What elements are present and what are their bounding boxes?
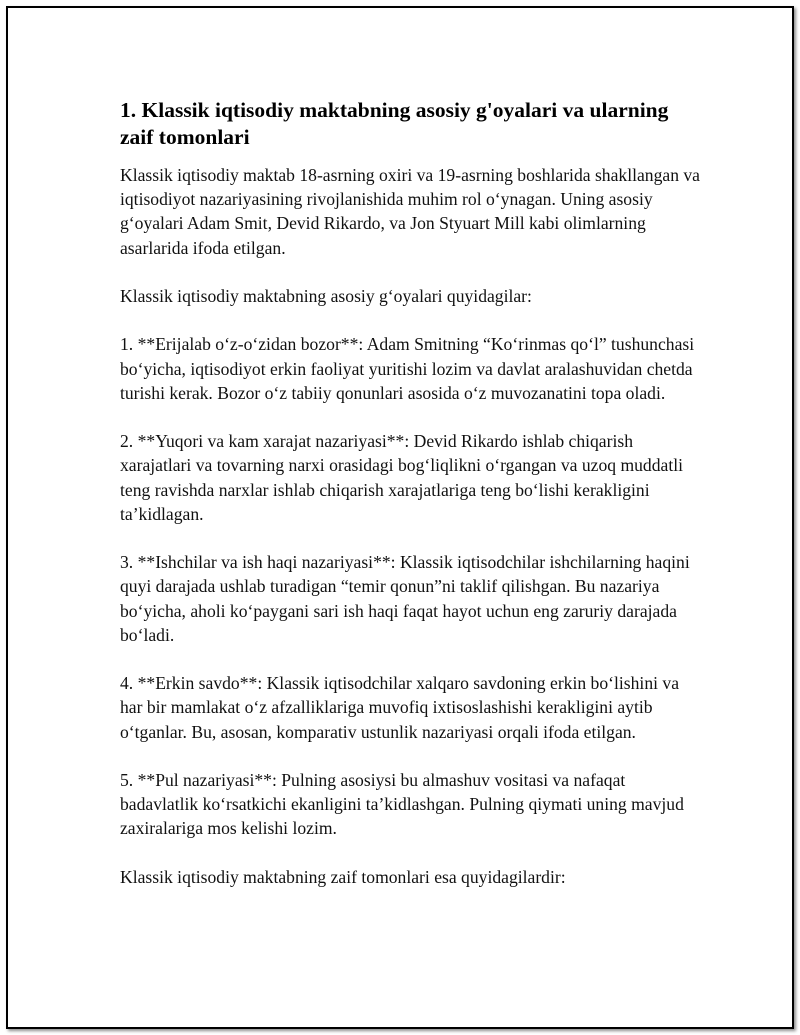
list-item-free-trade: 4. **Erkin savdo**: Klassik iqtisodchilar xalqaro savdoning erkin bo‘lishini va har bir mamlakat o‘z afzalliklariga muvofiq ixtisoslashishi kerakligini aytib o‘tganlar. Bu, asosan, komparativ ustunlik nazariyasi orqali ifoda etilgan. — [120, 673, 680, 742]
list-item-cost-theory: 2. **Yuqori va kam xarajat nazariyasi**: Devid Rikardo ishlab chiqarish xarajatlari va tovarning narxi orasidagi bog‘liqlikni o‘rgangan va uzoq muddatli teng ravishda narxlar ishlab chiqarish xarajatlariga teng bo‘lishi kerakligini ta’kidlagan. — [120, 431, 683, 524]
ideas-lead-paragraph: Klassik iqtisodiy maktabning asosiy g‘oyalari quyidagilar: — [120, 286, 532, 306]
list-item-free-market: 1. **Erijalab o‘z-o‘zidan bozor**: Adam Smitning “Ko‘rinmas qo‘l” tushunchasi bo‘yicha, iqtisodiyot erkin faoliyat yuritishi lozim va davlat aralashuvidan chetda turishi kerak. Bozor o‘z tabiiy qonunlari asosida o‘z muvozanatini topa oladi. — [120, 334, 695, 403]
weaknesses-lead-paragraph: Klassik iqtisodiy maktabning zaif tomonlari esa quyidagilardir: — [120, 866, 566, 887]
list-item-money-theory: 5. **Pul nazariyasi**: Pulning asosiysi bu almashuv vositasi va nafaqat badavlatlik ko‘rsatkichi ekanligini ta’kidlashgan. Pulning qiymati uning mavjud zaxiralariga mos kelishi lozim. — [120, 769, 684, 839]
document-body — [120, 97, 700, 913]
page-frame — [6, 6, 794, 1029]
intro-paragraph: Klassik iqtisodiy maktab 18-asrning oxiri va 19-asrning boshlarida shakllangan va iqtisodiyot nazariyasining rivojlanishida muhim rol o‘ynagan. Uning asosiy g‘oyalari Adam Smit, Devid Rikardo, va Jon Styuart Mill kabi olimlarning asarlarida ifoda etilgan. — [120, 165, 700, 258]
document-title: 1. Klassik iqtisodiy maktabning asosiy g'oyalari va ularning zaif tomonlari — [120, 98, 669, 149]
list-item-wage-theory: 3. **Ishchilar va ish haqi nazariyasi**: Klassik iqtisodchilar ishchilarning haqini quyi darajada ushlab turadigan “temir qonun”ni taklif qilishgan. Bu nazariya bo‘yicha, aholi ko‘paygani sari ish haqi faqat hayot uchun eng zaruriy darajada bo‘ladi. — [120, 552, 690, 645]
